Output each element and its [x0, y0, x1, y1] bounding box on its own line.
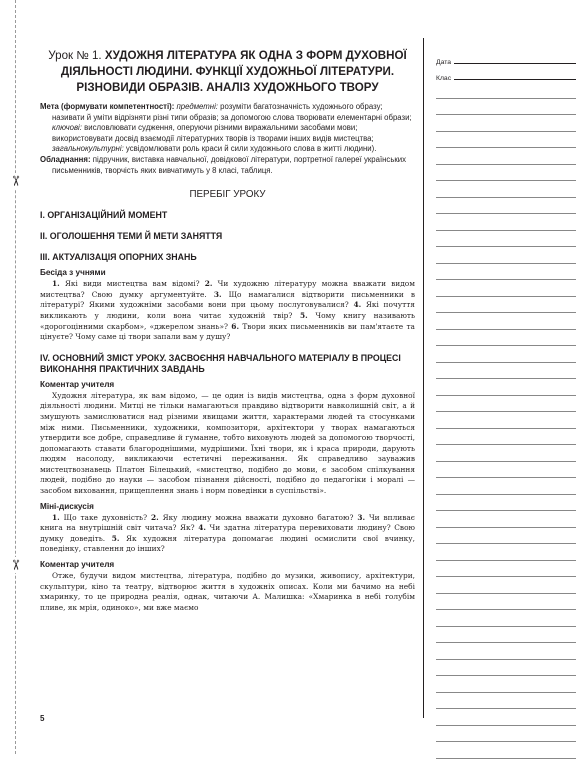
- writing-line[interactable]: [436, 709, 576, 726]
- equipment-label: Обладнання:: [40, 154, 91, 164]
- writing-line[interactable]: [436, 643, 576, 660]
- writing-line[interactable]: [436, 429, 576, 446]
- writing-line[interactable]: [436, 82, 576, 99]
- margin-divider: [423, 38, 424, 718]
- writing-line[interactable]: [436, 561, 576, 578]
- writing-line[interactable]: [436, 363, 576, 380]
- lesson-number: Урок № 1.: [48, 49, 102, 62]
- writing-line[interactable]: [436, 346, 576, 363]
- scissors-icon: ✂: [7, 557, 23, 573]
- writing-line[interactable]: [436, 742, 576, 759]
- writing-line[interactable]: [436, 478, 576, 495]
- writing-lines[interactable]: [436, 82, 576, 759]
- lesson-topic: ХУДОЖНЯ ЛІТЕРАТУРА ЯК ОДНА З ФОРМ ДУХОВНОЇ ДІЯЛЬНОСТІ ЛЮДИНИ. ФУНКЦІЇ ХУДОЖНЬОЇ ЛІТЕРАТУРИ. РІЗНОВИДИ ОБРАЗІВ. АНАЛІЗ ХУДОЖНЬОГО ТВОРУ: [60, 49, 407, 94]
- writing-line[interactable]: [436, 445, 576, 462]
- writing-line[interactable]: [436, 726, 576, 743]
- writing-line[interactable]: [436, 396, 576, 413]
- general-label: загальнокультурні:: [52, 144, 124, 154]
- discussion-questions: 1. Що таке духовність? 2. Яку людину можна вважати духовно багатою? 3. Чи впливає книга на внутрішній світ читача? Як? 4. Чи здатна література перевиховати людину? Свою думку доведіть. 5. Як художня література допомагає людині осмислити свої вчинку, поведінку, ставлення до інших?: [40, 512, 415, 554]
- writing-line[interactable]: [436, 99, 576, 116]
- question-list: 1. Які види мистецтва вам відомі? 2. Чи художню літературу можна вважати видом мистецтва? Свою думку аргументуйте. 3. Що намагалися відтворити письменники в літературі? Якими художніми засобами вони при цьому послуговувалися? 4. Які почуття викликають у людини, коли вона читає художній твір? 5. Чому книгу називають «дорогоцінними скарбом», «джерелом знань»? 6. Твори яких письменників ви пам'ятаєте та цінуєте? Чому саме ці твори запали вам у душу?: [40, 279, 415, 342]
- key-label: ключові:: [52, 123, 82, 133]
- writing-line[interactable]: [436, 231, 576, 248]
- writing-line[interactable]: [436, 577, 576, 594]
- writing-line[interactable]: [436, 313, 576, 330]
- subsection-heading: Міні-дискусія: [40, 501, 94, 511]
- section-heading: I. ОРГАНІЗАЦІЙНИЙ МОМЕНТ: [40, 210, 168, 221]
- cut-line: [15, 0, 16, 754]
- class-field[interactable]: Клас: [436, 66, 576, 82]
- lesson-title: [40, 48, 415, 96]
- writing-line[interactable]: [436, 412, 576, 429]
- subject-text: розуміти багатозначність художнього образу; називати й уміти відрізняти різні типи образів; за допомогою слова творювати елементарні образи;: [52, 102, 412, 122]
- writing-line[interactable]: [436, 693, 576, 710]
- writing-line[interactable]: [436, 264, 576, 281]
- writing-line[interactable]: [436, 198, 576, 215]
- subject-label: предметні:: [176, 102, 218, 111]
- writing-line[interactable]: [436, 511, 576, 528]
- writing-line[interactable]: [436, 462, 576, 479]
- goal-label: Мета (формувати компетентності):: [40, 102, 175, 111]
- page-number: 5: [40, 714, 45, 723]
- writing-line[interactable]: [436, 181, 576, 198]
- writing-line[interactable]: [436, 132, 576, 149]
- writing-line[interactable]: [436, 379, 576, 396]
- section-heading: IV. ОСНОВНИЙ ЗМІСТ УРОКУ. ЗАСВОЄННЯ НАВЧАЛЬНОГО МАТЕРІАЛУ В ПРОЦЕСІ ВИКОНАННЯ ПРАКТИЧНИХ ЗАВДАНЬ: [40, 352, 401, 374]
- writing-line[interactable]: [436, 247, 576, 264]
- lesson-flow-heading: ПЕРЕБІГ УРОКУ: [189, 189, 266, 201]
- writing-line[interactable]: [436, 148, 576, 165]
- teacher-comment-text: Художня література, як вам відомо, — це один із видів мистецтва, одна з форм духовної діяльності людини. Митці не тільки намагаються правдиво відтворити навколишній світ, а й змушують замислюватися над різними явищами життя, характерами людей та стосунками між ними. Письменники, художники, композитори, архітектори у творах намагаються утвердити все добре, справедливе й гуманне, тобто виховують людей за допомогою творчості, допомагають ставати благороднішими, мудрішими. Їхні твори, як і краса природи, дарують людям насолоду, викликаючи естетичні переживання. Як справедливо зауважив мистецтвознавець Платон Білецький, «мистецтво, подібно до мови, є засобом спілкування людей, подібно до науки — засобом пізнання дійсності, подібно до педагогіки і моралі — засобом виховання, прищеплення знань і норм поведінки в суспільстві».: [40, 390, 415, 496]
- writing-line[interactable]: [436, 594, 576, 611]
- writing-line[interactable]: [436, 115, 576, 132]
- equipment-text: підручник, виставка навчальної, довідкової літератури, портретної галереї українських письменників, творчість яких вивчатимуть у 8 класі, таблиця.: [52, 154, 407, 175]
- writing-line[interactable]: [436, 495, 576, 512]
- writing-line[interactable]: [436, 610, 576, 627]
- writing-line[interactable]: [436, 280, 576, 297]
- writing-line[interactable]: [436, 660, 576, 677]
- writing-line[interactable]: [436, 297, 576, 314]
- writing-line[interactable]: [436, 676, 576, 693]
- writing-line[interactable]: [436, 330, 576, 347]
- section-heading: III. АКТУАЛІЗАЦІЯ ОПОРНИХ ЗНАНЬ: [40, 252, 197, 263]
- subsection-heading: Бесіда з учнями: [40, 268, 106, 278]
- key-text: висловлювати судження, оперуючи різними виражальними засобами мови; використовувати досвід взаємодії літературних творів із творами інших видів мистецтва;: [52, 123, 374, 143]
- writing-line[interactable]: [436, 165, 576, 182]
- notes-column: [436, 50, 576, 759]
- general-text: усвідомлювати роль краси й сили художнього слова в житті людини).: [125, 144, 377, 154]
- writing-line[interactable]: [436, 627, 576, 644]
- date-field[interactable]: Дата: [436, 50, 576, 66]
- scissors-icon: ✂: [7, 173, 23, 189]
- subsection-heading: Коментар учителя: [40, 379, 115, 389]
- lesson-page: [40, 48, 415, 613]
- writing-line[interactable]: [436, 214, 576, 231]
- teacher-comment-text: Отже, будучи видом мистецтва, література, подібно до музики, живопису, архітектури, скульптури, кіно та театру, відтворює життя в художніх описах. Коли ми бачимо на небі хмаринку, то це природна реалія, однак, читаючи А. Малишка: «Хмаринка в небі голубім пливе, як мрія, одиноко», ми вже маємо: [40, 571, 415, 612]
- writing-line[interactable]: [436, 544, 576, 561]
- writing-line[interactable]: [436, 528, 576, 545]
- lesson-goals: [40, 102, 415, 176]
- subsection-heading: Коментар учителя: [40, 560, 115, 570]
- section-heading: II. ОГОЛОШЕННЯ ТЕМИ Й МЕТИ ЗАНЯТТЯ: [40, 231, 223, 242]
